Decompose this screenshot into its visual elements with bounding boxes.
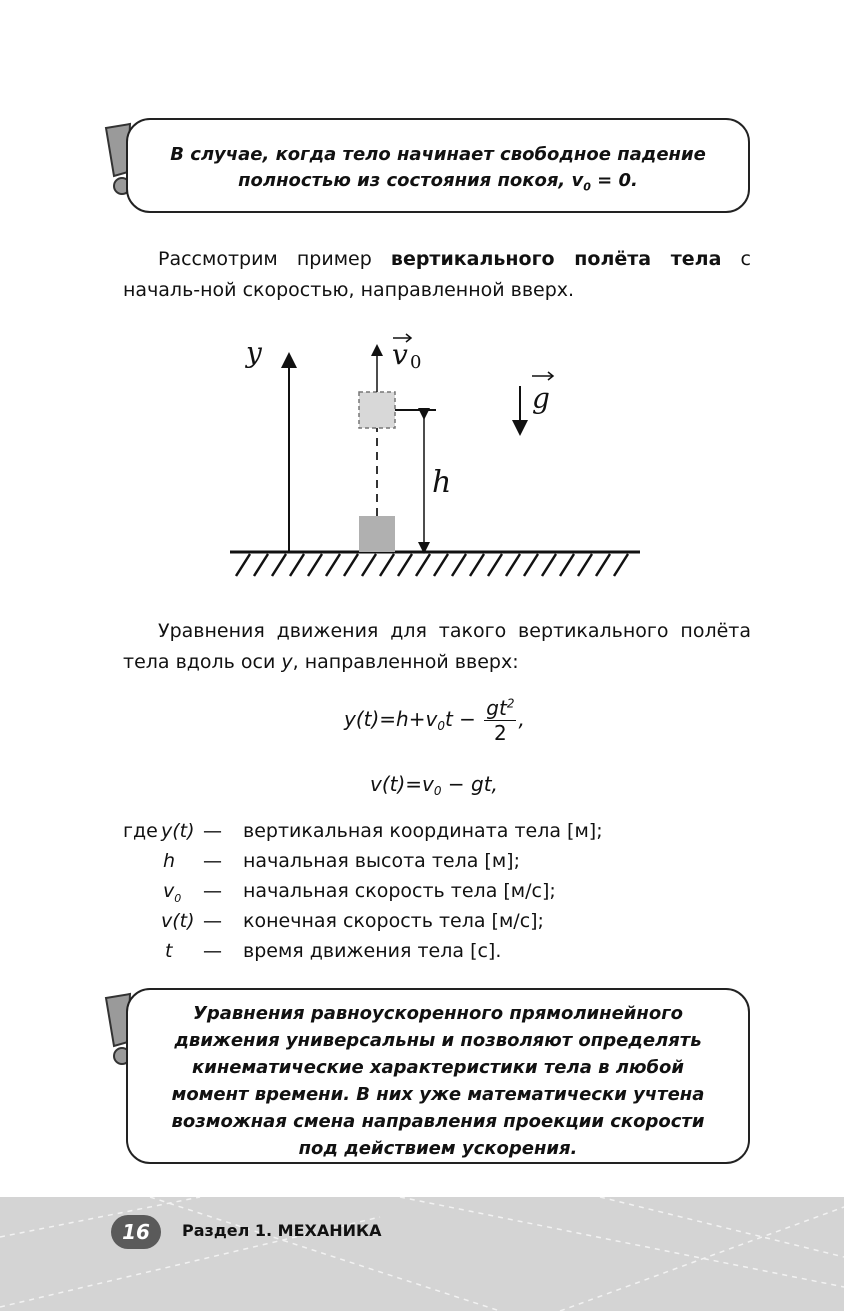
paragraph2-before: Уравнения движения для такого вертикального полёта тела вдоль оси bbox=[123, 620, 751, 673]
eq2-sub: 0 bbox=[433, 784, 442, 798]
note1-line1: В случае, когда тело начинает свободное падение bbox=[170, 144, 706, 165]
definition-symbol: y(t) bbox=[161, 820, 195, 842]
svg-text:0: 0 bbox=[410, 352, 422, 373]
note1-line2: полностью из состояния покоя, bbox=[238, 170, 566, 191]
svg-text:v: v bbox=[392, 338, 408, 371]
note1-tail: = 0. bbox=[590, 170, 638, 191]
eq1-end: , bbox=[518, 707, 525, 731]
definition-symbol: t bbox=[165, 940, 173, 962]
svg-text:g: g bbox=[532, 382, 550, 415]
note2-line: момент времени. В них уже математически учтена bbox=[171, 1084, 705, 1105]
definition-row bbox=[123, 906, 723, 936]
equation-velocity bbox=[370, 772, 498, 798]
y-axis-label: y bbox=[246, 336, 262, 369]
paragraph-equations-intro bbox=[123, 616, 751, 678]
eq1-power: 2 bbox=[506, 696, 515, 711]
paragraph1-after: с началь-ной скоростью, направленной вверх. bbox=[123, 248, 751, 301]
note2-line: Уравнения равноускоренного прямолинейного bbox=[193, 1003, 683, 1024]
definition-text: время движения тела [с]. bbox=[243, 940, 502, 962]
note1-v: v bbox=[571, 170, 584, 191]
eq1-mid: t − bbox=[444, 707, 476, 731]
height-label: h bbox=[432, 465, 452, 500]
eq1-left: y(t)=h+v bbox=[344, 707, 438, 731]
paragraph2-axis: y bbox=[281, 651, 293, 673]
note2-line: движения универсальны и позволяют определять bbox=[174, 1030, 702, 1051]
definition-text: вертикальная координата тела [м]; bbox=[243, 820, 603, 842]
definition-symbol: $v_0$ bbox=[163, 880, 182, 905]
equation-position bbox=[344, 696, 525, 745]
paragraph1-before: Рассмотрим пример bbox=[158, 248, 391, 270]
definition-dash: — bbox=[203, 880, 222, 902]
eq1-sub: 0 bbox=[437, 719, 445, 733]
vertical-flight-diagram bbox=[230, 330, 650, 580]
eq2-right: − gt, bbox=[441, 772, 498, 796]
definition-row bbox=[123, 846, 723, 876]
note2-line: под действием ускорения. bbox=[298, 1138, 578, 1159]
definition-dash: — bbox=[203, 820, 222, 842]
eq1-numerator: gt bbox=[486, 696, 507, 720]
ground-hatch bbox=[236, 554, 628, 576]
definition-symbol: h bbox=[163, 850, 176, 872]
definitions-list bbox=[123, 816, 723, 966]
note2-line: возможная смена направления проекции скорости bbox=[171, 1111, 705, 1132]
definition-text: начальная высота тела [м]; bbox=[243, 850, 520, 872]
definition-dash: — bbox=[203, 850, 222, 872]
body-on-ground bbox=[359, 516, 395, 552]
definition-row bbox=[123, 936, 723, 966]
section-title: Раздел 1. МЕХАНИКА bbox=[182, 1221, 382, 1240]
eq1-fraction bbox=[484, 696, 516, 745]
body-at-top bbox=[359, 392, 395, 428]
definitions-prefix: где bbox=[123, 820, 158, 842]
eq1-denominator: 2 bbox=[494, 721, 507, 745]
v0-label bbox=[392, 334, 421, 373]
paragraph1-bold: вертикального полёта тела bbox=[390, 248, 722, 270]
paragraph-vertical-flight bbox=[123, 244, 751, 306]
definition-text: начальная скорость тела [м/с]; bbox=[243, 880, 556, 902]
eq2-left: v(t)=v bbox=[370, 772, 434, 796]
paragraph2-after: , направленной вверх: bbox=[292, 651, 519, 673]
definition-dash: — bbox=[203, 940, 222, 962]
note2-line: кинематические характеристики тела в любой bbox=[192, 1057, 684, 1078]
definition-dash: — bbox=[203, 910, 222, 932]
definition-text: конечная скорость тела [м/с]; bbox=[243, 910, 544, 932]
definition-row bbox=[123, 876, 723, 906]
note1-v-sub: 0 bbox=[583, 180, 591, 194]
note-box-equations-universal bbox=[126, 988, 750, 1164]
definition-row bbox=[123, 816, 723, 846]
page-number-badge: 16 bbox=[111, 1215, 161, 1249]
note-box-rest-start bbox=[126, 118, 750, 213]
definition-symbol: v(t) bbox=[161, 910, 195, 932]
g-label bbox=[532, 372, 553, 415]
